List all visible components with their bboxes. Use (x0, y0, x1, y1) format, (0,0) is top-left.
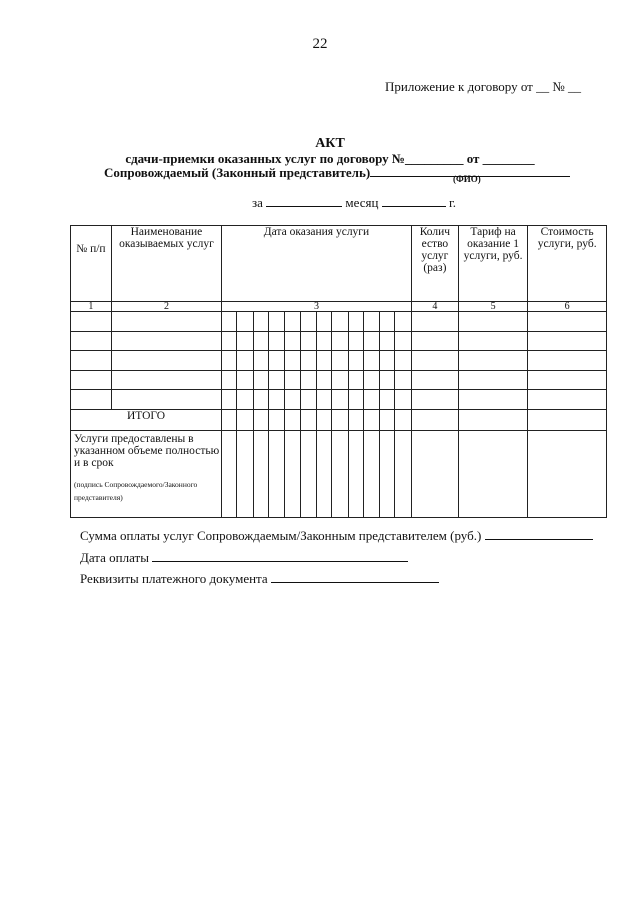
column-number: 1 (71, 302, 112, 312)
year-blank[interactable] (382, 196, 446, 207)
payment-document-blank[interactable] (271, 572, 439, 583)
fio-hint: (ФИО) (453, 174, 481, 184)
itogo-tariff-cell[interactable] (458, 409, 527, 430)
payment-date-label: Дата оплаты (80, 550, 149, 565)
services-confirmation-cell[interactable] (71, 430, 222, 517)
services-provided-text: Услуги предоставлены в указанном объеме полностью и в срок (74, 432, 220, 469)
payment-date-blank[interactable] (152, 551, 408, 562)
payment-date-line (80, 550, 408, 566)
services-confirmation-row (71, 430, 607, 517)
header-tariff: Тариф на оказание 1 услуги, руб. (458, 226, 527, 302)
period-month-label: месяц (345, 195, 379, 210)
itogo-count-cell[interactable] (411, 409, 458, 430)
month-blank[interactable] (266, 196, 342, 207)
header-count: Колич ество услуг (раз) (411, 226, 458, 302)
header-name: Наименование оказываемых услуг (111, 226, 221, 302)
itogo-row (71, 409, 607, 430)
table-row[interactable] (71, 390, 607, 410)
itogo-cost-cell[interactable] (528, 409, 607, 430)
column-number: 2 (111, 302, 221, 312)
header-cost: Стоимость услуги, руб. (528, 226, 607, 302)
table-row[interactable] (71, 312, 607, 332)
escort-line (104, 165, 570, 181)
itogo-label: ИТОГО (71, 409, 222, 430)
table-row[interactable] (71, 331, 607, 351)
payment-document-line (80, 571, 439, 587)
period-line (252, 195, 456, 211)
table-row[interactable] (71, 370, 607, 390)
act-subtitle: сдачи-приемки оказанных услуг по договору №_________ от ________ (125, 151, 535, 166)
column-number-row (71, 302, 607, 312)
signature-note: (подпись Сопровождаемого/Законного представителя) (74, 479, 198, 502)
payment-sum-label: Сумма оплаты услуг Сопровождаемым/Законным представителем (руб.) (80, 528, 482, 543)
appendix-reference: Приложение к договору от __ № __ (385, 79, 582, 94)
header-num: № п/п (71, 226, 112, 302)
payment-sum-line (80, 528, 593, 544)
header-date: Дата оказания услуги (222, 226, 412, 302)
act-table (70, 225, 607, 518)
column-number: 3 (222, 302, 412, 312)
table-row[interactable] (71, 351, 607, 371)
act-title: АКТ (315, 136, 345, 151)
escort-label: Сопровождаемый (Законный представитель) (104, 165, 371, 180)
page-number: 22 (312, 36, 328, 52)
column-number: 5 (458, 302, 527, 312)
period-year-suffix: г. (448, 195, 457, 210)
column-number: 4 (411, 302, 458, 312)
period-prefix: за (252, 195, 263, 210)
payment-document-label: Реквизиты платежного документа (80, 571, 268, 586)
header-row (71, 226, 607, 302)
column-number: 6 (528, 302, 607, 312)
payment-sum-blank[interactable] (485, 529, 593, 540)
